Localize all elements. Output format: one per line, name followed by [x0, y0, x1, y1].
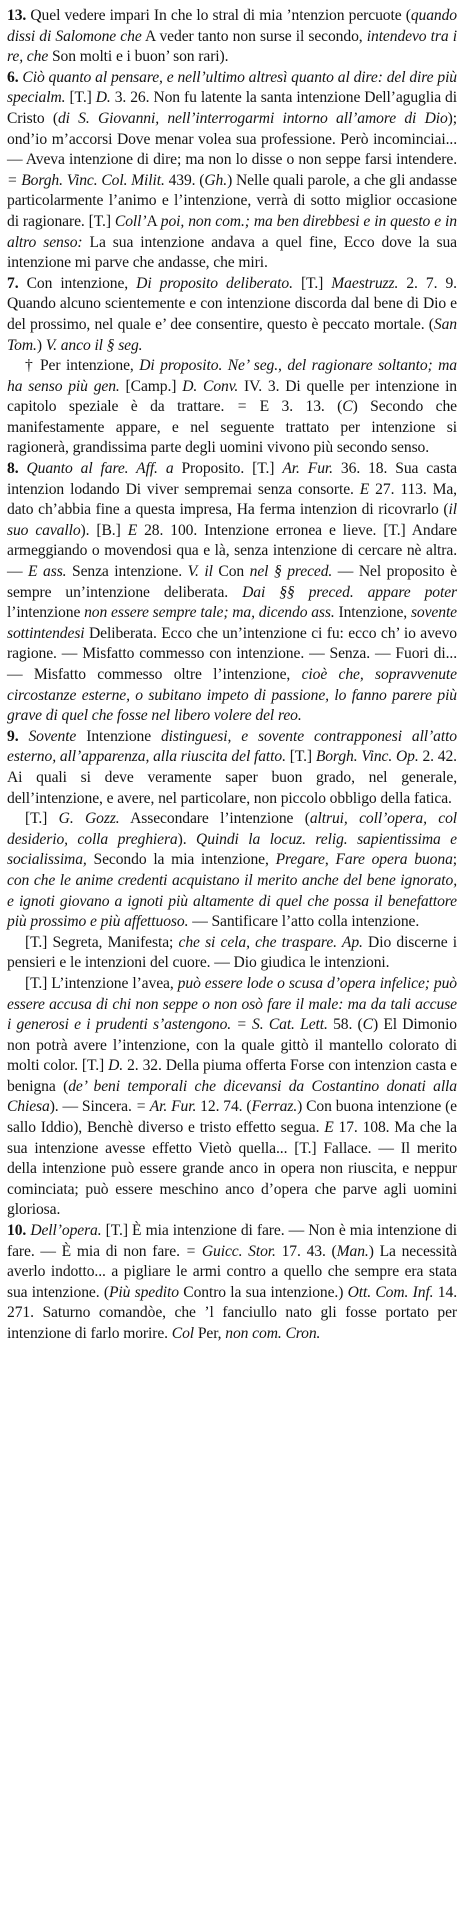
entry-text: Per,	[194, 1325, 226, 1342]
italic-text: Gh.	[204, 171, 228, 189]
entry-text: Assecondare l’intenzione (	[119, 810, 310, 828]
entry-text: 36. 18. Sua casta intenzion lodando Di viver sempremai senza consorte.	[7, 460, 457, 498]
entry-text: ).	[177, 830, 197, 848]
entry-text: ) Con buona intenzione (e sallo Iddio), Benchè diverso e tristo effetto segua.	[7, 1098, 458, 1137]
italic-text: E	[127, 521, 138, 539]
italic-text: Man.	[336, 1242, 369, 1260]
italic-text: V. il	[187, 563, 213, 581]
italic-text: Quanto al fare. Aff. a	[26, 460, 174, 478]
entry-text: Dio discerne i pensieri e le intenzioni del cuore. — Dio giudica le intenzioni.	[7, 933, 457, 972]
italic-text: de’ beni temporali che dicevansi da Costantino donati alla Chiesa	[7, 1077, 457, 1116]
entry-7-sub	[7, 356, 457, 459]
entry-text: Quel vedere impari In che lo stral di mia ’ntenzion percuote (	[26, 7, 411, 24]
entry-8	[7, 459, 457, 727]
italic-text: sovente sottintendesi	[7, 604, 457, 642]
entry-text: 12. 74. (	[196, 1098, 252, 1116]
italic-text: Di proposito. Ne’ seg., del ragionare soltanto; ma ha senso più gen.	[7, 357, 457, 395]
entry-text: 2. 42. Ai quali si deve veramente saper buon grado, nel generale, dell’intenzione, e avere, nel particolare, non piccolo obbligo della fatica.	[7, 748, 457, 807]
italic-text: Pregare	[275, 851, 325, 869]
entry-text: ;	[452, 851, 457, 869]
entry-text: 14. 271. Saturno comandòe, che ’l fanciullo nato gli fosse portato per intenzione di farlo morire.	[7, 1283, 457, 1342]
italic-text: altrui, coll’opera, col desiderio, colla preghiera	[7, 810, 458, 848]
italic-text: Dai §§ preced. appare poter	[242, 583, 458, 601]
entry-text: Secondo la mia intenzione,	[86, 851, 276, 869]
entry-text: ); ond’io m’accorsi Dove menar volea sua professione. Però incominciai... — Aveva intenzione di dire; ma non lo disse o non seppe farsi intendere.	[7, 109, 457, 169]
entry-text: )	[36, 336, 46, 354]
entry-text: [T.]	[285, 748, 316, 766]
italic-text: Maestruzz.	[331, 274, 399, 292]
italic-text: che si cela, che traspare. Ap.	[178, 933, 363, 951]
entry-text: Intenzione	[76, 727, 161, 745]
entry-text: ) Secondo che manifestamente appare, e nel seguente trattato per intenzione si ragionerà, grandissima parte degli uomini vivono più secondo senso.	[7, 398, 457, 457]
entry-9-sub-1	[7, 809, 457, 933]
entry-text: 27. 113. Ma, dato ch’abbia fine a questa impresa, Ha ferma intenzion di ricovrarlo (	[7, 480, 457, 519]
entry-text: A	[146, 212, 161, 230]
italic-text: Ar. Fur.	[282, 460, 333, 478]
entry-text: 439. (	[164, 171, 205, 189]
entry-text: 58. (	[327, 1016, 363, 1034]
italic-text: Ott. Com. Inf.	[347, 1283, 434, 1301]
entry-number: 13.	[7, 7, 27, 24]
italic-text: Più spedito	[108, 1283, 179, 1301]
entry-9-sub-2	[7, 933, 457, 974]
italic-text: E ass.	[28, 563, 67, 581]
entry-10	[7, 1221, 457, 1345]
italic-text: con che le anime credenti acquistano il merito anche del bene ignorato, e ignoti giovano a ignoti più altamente di quel che possa il benefattore più prossimo e più affettuoso.	[7, 871, 457, 931]
italic-text: C	[342, 398, 353, 416]
entry-text: [Camp.]	[119, 377, 183, 395]
italic-text: G. Gozz.	[58, 810, 120, 828]
italic-text: =	[236, 398, 248, 416]
italic-text: cioè che, sopravvenute circostanze esterne, o subitano impeto di passione, lo fanno parere più grave di quel che fosse nel libero volere del reo.	[7, 666, 457, 725]
italic-text: intendevo tra i re, che	[7, 27, 457, 66]
entry-text	[19, 728, 29, 745]
italic-text: V. anco il § seg.	[45, 336, 143, 354]
entry-text: Deliberata. Ecco che un’intenzione ci fu: ecco ch’ io avevo ragione. — Misfatto commesso con intenzione. — Senza. — Fuori di... — Misfatto commesso oltre l’intenzione,	[7, 624, 457, 683]
italic-text: non com. Cron.	[225, 1325, 321, 1342]
italic-text: = Borgh. Vinc. Col. Milit.	[7, 171, 165, 189]
italic-text: = Guicc. Stor.	[185, 1242, 276, 1260]
italic-text: D. Conv.	[182, 377, 239, 395]
entry-text: 3. 26. Non fu latente la santa intenzione Dell’aguglia di Cristo (	[7, 89, 457, 127]
entry-text: — Nel proposito è sempre un’intenzione deliberata.	[7, 563, 457, 601]
entry-6	[7, 68, 457, 274]
entry-text: Proposito. [T.]	[173, 460, 283, 478]
entry-text: Con	[212, 563, 250, 581]
italic-text: Fare opera buona	[335, 851, 453, 869]
entry-text: [T.]	[25, 810, 59, 828]
entry-text: ,	[324, 851, 336, 869]
italic-text: Coll’	[114, 212, 147, 230]
italic-text: può essere lode o scusa d’opera infelice; può essere accusa di chi non seppe o non osò fare il male: ma da tali accuse i generosi e i prudenti s’astengono. = S. Cat. Lett.	[7, 974, 458, 1034]
italic-text: Ferraz.	[251, 1098, 298, 1116]
entry-text: ). — Sincera.	[49, 1098, 136, 1116]
entry-text: Senza intenzione.	[66, 563, 188, 581]
entry-text: [T.] L’intenzione l’avea,	[25, 974, 178, 992]
entry-text: [T.]	[65, 89, 96, 107]
entry-7	[7, 274, 457, 356]
italic-text: D.	[108, 1057, 124, 1075]
italic-text: = Ar. Fur.	[135, 1098, 197, 1116]
italic-text: C	[362, 1016, 373, 1034]
entry-text: 2. 7. 9. Quando alcuno scientemente e con intenzione discorda dal bene di Dio e del prossimo, nel quale e’ dee consentire, questo è peccato mortale. (	[7, 274, 457, 333]
italic-text: di S. Giovanni, nell’interrogarmi intorno all’amore di Dio	[57, 109, 448, 127]
entry-text: [T.]	[292, 274, 332, 292]
italic-text: D.	[95, 89, 111, 107]
italic-text: non essere sempre tale; ma, dicendo ass.	[84, 604, 335, 622]
entry-text: ) El Dimonio non potrà avere l’intenzione, con la quale gittò il mantello colorato di molti color. [T.]	[7, 1016, 457, 1075]
entry-text: 17. 43. (	[275, 1242, 337, 1260]
entry-9-sub-3	[7, 974, 457, 1221]
italic-text: distinguesi, e sovente contrapponesi all’atto esterno, all’apparenza, alla riuscita del fatto.	[7, 727, 457, 766]
italic-text: Sovente	[28, 727, 77, 745]
entry-9	[7, 727, 457, 809]
entry-text: La sua intenzione andava a quel fine, Ecco dove la sua intenzione mi parve che andasse, che miri.	[7, 233, 457, 272]
italic-text: San Tom.	[7, 315, 457, 354]
entry-text: † Per intenzione,	[25, 357, 140, 375]
italic-text: il suo cavallo	[7, 501, 457, 539]
entry-13	[7, 6, 457, 68]
entry-number: 10.	[7, 1222, 27, 1240]
italic-text: Quindi la locuz. relig. sapientissima e socialissima,	[7, 830, 458, 869]
italic-text: Col	[171, 1325, 195, 1342]
entry-text: l’intenzione	[7, 604, 85, 622]
entry-text: E 3. 13. (	[247, 398, 343, 416]
italic-text: Di proposito deliberato.	[136, 274, 293, 292]
entry-text: — Santificare l’atto colla intenzione.	[188, 913, 420, 931]
entry-text: 28. 100. Intenzione erronea e lieve. [T.] Andare armeggiando o movendosi qua e là, senza intenzione di cercare nè altra. —	[7, 521, 457, 581]
entry-number: 6.	[7, 68, 19, 86]
italic-text: Dell’opera.	[30, 1222, 102, 1240]
italic-text: Borgh. Vinc. Op.	[315, 748, 419, 766]
entry-number: 9.	[7, 727, 19, 745]
entry-text: 2. 32. Della piuma offerta Forse con intenzion casta e benigna (	[7, 1057, 457, 1095]
italic-text: Ciò quanto al pensare, e nell’ultimo altresì quanto al dire: del dire più specialm.	[7, 68, 457, 107]
entry-text: ) Nelle quali parole, a che gli andasse particolarmente l’animo e l’intenzione, verrà di sotto miglior occasione di ragionare. [T.]	[7, 171, 457, 230]
italic-text: nel § preced.	[249, 563, 333, 581]
entry-text: [T.] È mia intenzione di fare. — Non è mia intenzione di fare. — È mia di non fare.	[7, 1222, 457, 1260]
entry-text: Con intenzione,	[18, 274, 137, 292]
entry-text: Contro la sua intenzione.)	[178, 1283, 348, 1301]
entry-text: Intenzione,	[334, 604, 411, 622]
entry-text: A veder tanto non surse il secondo,	[141, 27, 367, 45]
entry-text: IV. 3. Di quelle per intenzione in capitolo speziale è da trattare.	[7, 377, 457, 416]
entry-text: 17. 108. Ma che la sua intenzione avesse effetto Vietò quella... [T.] Fallace. — Il merito della intenzione può essere grande anco in opera non riuscita, e neppur cominciata; può essere meschino anco d’opera che parve agli uomini gloriosa.	[7, 1119, 457, 1219]
entry-text: Son molti e i buon’ son rari).	[48, 48, 229, 66]
entry-number: 7.	[7, 274, 19, 292]
italic-text: E	[324, 1119, 334, 1137]
entry-text: [T.] Segreta, Manifesta;	[25, 933, 179, 951]
italic-text: quando dissi di Salomone che	[7, 7, 457, 45]
entry-text: ). [B.]	[80, 521, 128, 539]
entry-number: 8.	[7, 460, 19, 478]
italic-text: E	[359, 480, 370, 498]
entry-text: ) La necessità averlo indotto... a pigliare le armi contro a quello che sempre era stata sua intenzione. (	[7, 1242, 457, 1301]
italic-text: poi, non com.; ma ben direbbesi e in questo e in altro senso:	[7, 212, 457, 251]
